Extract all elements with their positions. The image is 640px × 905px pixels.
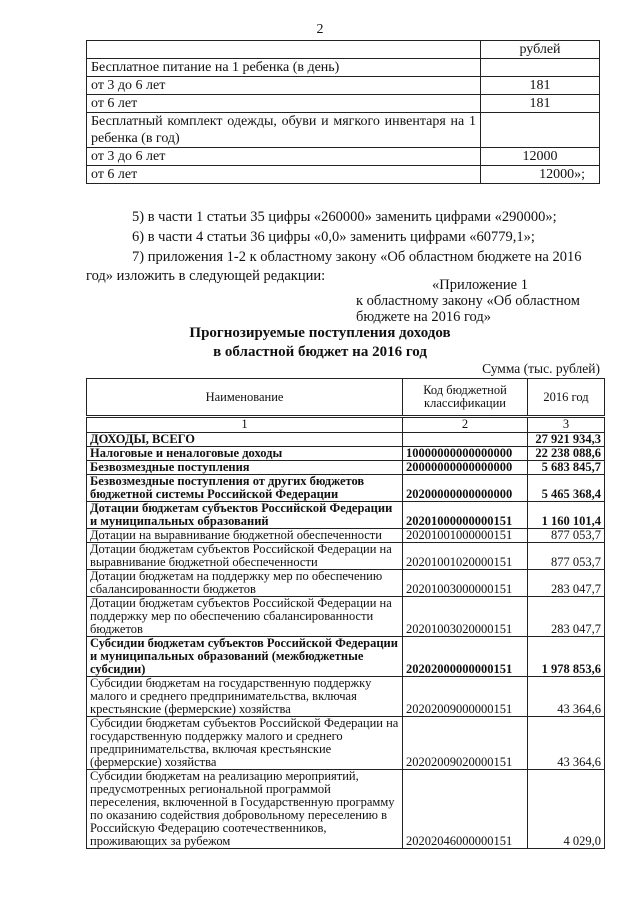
row-amount: 27 921 934,3	[528, 433, 605, 447]
units-note: Сумма (тыс. рублей)	[482, 361, 600, 376]
row-amount: 22 238 088,6	[528, 447, 605, 461]
title-line: Прогнозируемые поступления доходов	[189, 325, 451, 341]
table-row	[87, 461, 605, 475]
row-code: 20202000000000151	[403, 637, 528, 677]
rates-empty-cell	[87, 41, 481, 59]
row-code: 20202009000000151	[403, 677, 528, 717]
rates-row	[87, 166, 600, 184]
row-name: Субсидии бюджетам субъектов Российской Федерации на государственную поддержку малого и среднего предпринимательства, включая крестьянские (фермерские) хозяйства	[87, 717, 403, 770]
rates-unit-row	[87, 41, 600, 59]
table-row	[87, 502, 605, 529]
table-row	[87, 529, 605, 543]
annex-line: бюджете на 2016 год»	[356, 309, 492, 325]
row-name: Субсидии бюджетам на государственную поддержку малого и среднего предпринимательства, включая крестьянские (фермерские) хозяйства	[87, 677, 403, 717]
row-name: Дотации бюджетам субъектов Российской Федерации и муниципальных образований	[87, 502, 403, 529]
table-row	[87, 677, 605, 717]
row-name: Безвозмездные поступления	[87, 461, 403, 475]
row-name: ДОХОДЫ, ВСЕГО	[87, 433, 403, 447]
table-row	[87, 543, 605, 570]
row-amount: 877 053,7	[528, 543, 605, 570]
table-row	[87, 717, 605, 770]
rates-value: 12000»;	[481, 166, 600, 184]
table-row	[87, 447, 605, 461]
rates-unit: рублей	[481, 41, 600, 59]
rates-row	[87, 59, 600, 77]
row-name: Налоговые и неналоговые доходы	[87, 447, 403, 461]
title-line: в областной бюджет на 2016 год	[213, 344, 427, 360]
header-code: Код бюджетной классификации	[403, 379, 528, 417]
amendment-item-7-line2: год» изложить в следующей редакции:	[86, 268, 326, 284]
amendment-item-5: 5) в части 1 статьи 35 цифры «260000» заменить цифрами «290000»;	[132, 209, 557, 225]
row-code: 20202046000000151	[403, 770, 528, 849]
rates-label: от 3 до 6 лет	[87, 148, 481, 166]
rates-label: от 3 до 6 лет	[87, 77, 481, 95]
row-code: 20201001000000151	[403, 529, 528, 543]
annex-line: к областному закону «Об областном	[356, 293, 580, 309]
table-row	[87, 597, 605, 637]
row-name: Дотации бюджетам на поддержку мер по обеспечению сбалансированности бюджетов	[87, 570, 403, 597]
table-row	[87, 433, 605, 447]
rates-row	[87, 148, 600, 166]
row-amount: 43 364,6	[528, 677, 605, 717]
rates-value: 12000	[481, 148, 600, 166]
header-name: Наименование	[87, 379, 403, 417]
row-code: 20201003020000151	[403, 597, 528, 637]
row-name: Дотации бюджетам субъектов Российской Федерации на выравнивание бюджетной обеспеченности	[87, 543, 403, 570]
document-title	[0, 324, 640, 362]
row-code: 20201000000000151	[403, 502, 528, 529]
row-amount: 1 978 853,6	[528, 637, 605, 677]
column-numbers-row	[87, 417, 605, 433]
row-name: Субсидии бюджетам субъектов Российской Федерации и муниципальных образований (межбюджетные субсидии)	[87, 637, 403, 677]
row-amount: 1 160 101,4	[528, 502, 605, 529]
row-amount: 4 029,0	[528, 770, 605, 849]
rates-label: от 6 лет	[87, 166, 481, 184]
revenue-table	[86, 378, 605, 849]
table-row	[87, 770, 605, 849]
row-code	[403, 433, 528, 447]
rates-table	[86, 40, 600, 184]
row-name: Дотации бюджетам субъектов Российской Федерации на поддержку мер по обеспечению сбалансированности бюджетов	[87, 597, 403, 637]
rates-value	[481, 59, 600, 77]
rates-value: 181	[481, 77, 600, 95]
row-amount: 5 683 845,7	[528, 461, 605, 475]
row-name: Дотации на выравнивание бюджетной обеспеченности	[87, 529, 403, 543]
row-amount: 43 364,6	[528, 717, 605, 770]
row-amount: 5 465 368,4	[528, 475, 605, 502]
col-number: 3	[528, 417, 605, 433]
col-number: 1	[87, 417, 403, 433]
rates-value: 181	[481, 95, 600, 113]
row-code: 20000000000000000	[403, 461, 528, 475]
table-row	[87, 570, 605, 597]
rates-row	[87, 77, 600, 95]
rates-row	[87, 95, 600, 113]
row-code: 20202009020000151	[403, 717, 528, 770]
rates-value	[481, 113, 600, 148]
rates-label: Бесплатное питание на 1 ребенка (в день)	[87, 59, 481, 77]
row-amount: 283 047,7	[528, 570, 605, 597]
revenue-body	[87, 433, 605, 849]
row-code: 20201001020000151	[403, 543, 528, 570]
header-amount: 2016 год	[528, 379, 605, 417]
rates-row	[87, 113, 600, 148]
row-name: Безвозмездные поступления от других бюджетов бюджетной системы Российской Федерации	[87, 475, 403, 502]
table-row	[87, 475, 605, 502]
amendment-item-7-line1: 7) приложения 1-2 к областному закону «Об областном бюджете на 2016	[132, 249, 582, 265]
page-number: 2	[316, 22, 324, 37]
row-code: 20201003000000151	[403, 570, 528, 597]
row-name: Субсидии бюджетам на реализацию мероприятий, предусмотренных региональной программой переселения, включенной в Государственную программу по оказанию содействия добровольному переселению в Российскую Федерацию соотечественников, проживающих за рубежом	[87, 770, 403, 849]
row-code: 10000000000000000	[403, 447, 528, 461]
table-row	[87, 637, 605, 677]
row-code: 20200000000000000	[403, 475, 528, 502]
annex-line: «Приложение 1	[432, 277, 528, 293]
rates-label: от 6 лет	[87, 95, 481, 113]
amendment-item-6: 6) в части 4 статьи 36 цифры «0,0» заменить цифрами «60779,1»;	[132, 229, 535, 245]
annex-header	[356, 277, 606, 325]
revenue-header-row	[87, 379, 605, 417]
row-amount: 877 053,7	[528, 529, 605, 543]
rates-label: Бесплатный комплект одежды, обуви и мягкого инвентаря на 1 ребенка (в год)	[87, 113, 481, 148]
col-number: 2	[403, 417, 528, 433]
row-amount: 283 047,7	[528, 597, 605, 637]
